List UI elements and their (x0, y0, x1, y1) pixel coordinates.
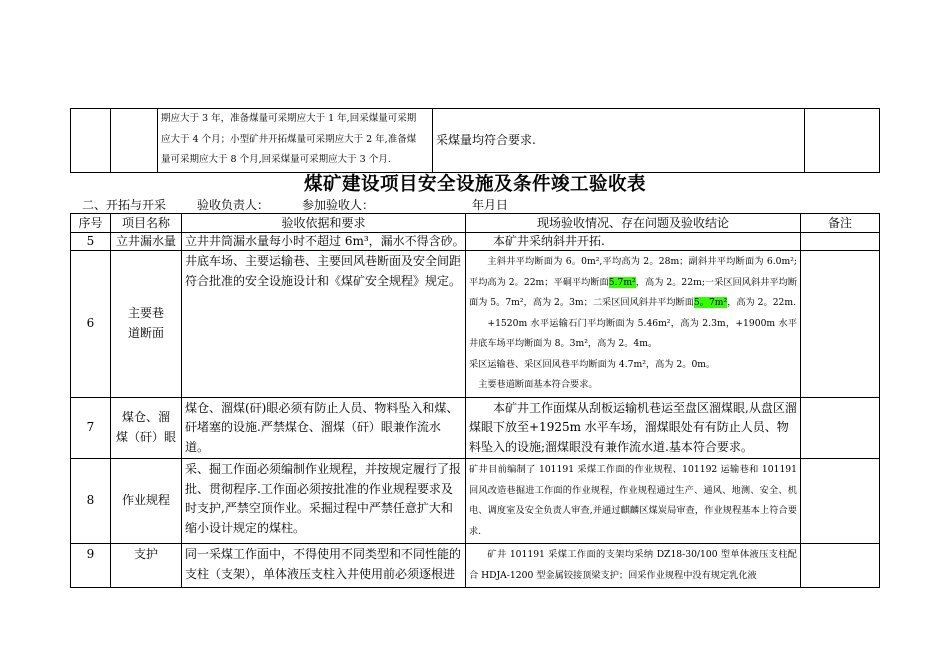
result-paragraph: +1520m 水平运输石门平均断面为 5.46m²，高为 2.3m，+1900m 水平井底车场平均断面为 8。3m²，高为 2。4m。 (469, 317, 797, 349)
row-result: 矿井 101191 采煤工作面的支架均采纳 DZ18-30/100 型单体液压支柱配合 HDJA-1200 型金属铰接顶梁支护；回采作业规程中没有规定乳化液 (466, 544, 801, 588)
row-remark (801, 544, 880, 588)
row-item (111, 251, 182, 398)
row-basis: 同一采煤工作面中，不得使用不同类型和不同性能的支柱（支架），单体液压支柱入井使用前必须逐根进 (182, 544, 466, 588)
row-no: 6 (71, 251, 111, 398)
page-title: 煤矿建设项目安全设施及条件竣工验收表 (303, 174, 646, 195)
item-line: 主要巷 (127, 306, 164, 321)
row-item: 作业规程 (111, 459, 182, 544)
header-remark: 备注 (801, 214, 880, 233)
cell-result (433, 109, 805, 173)
row-result: 本矿井工作面煤从刮板运输机巷运至盘区溜煤眼,从盘区溜煤眼下放至+1925m 水平车场，溜煤眼处有有防止人员、物料坠入的设施;溜煤眼没有兼作流水道.基本符合要求。 (466, 397, 801, 459)
acceptance-table (70, 213, 880, 588)
row-basis: 采、掘工作面必须编制作业规程，并按规定履行了报批、贯彻程序.工作面必须按批准的作业规程要求及时支护,严禁空顶作业。采掘过程中严禁任意扩大和缩小设计规定的煤柱。 (182, 459, 466, 544)
date-label: 年月日 (472, 198, 509, 212)
row-result: 本矿井采纳斜井开拓. (466, 233, 801, 251)
cell-item (111, 109, 158, 173)
header-no: 序号 (71, 214, 111, 233)
highlight: 5。7m² (693, 297, 728, 308)
row-basis: 煤仓、溜煤(矸)眼必须有防止人员、物料坠入和煤、矸堵塞的设施.严禁煤仓、溜煤（矸）眼兼作流水道。 (182, 397, 466, 459)
participants-label: 参加验收人： (302, 198, 375, 212)
requirement-line: 应大于 4 个月；小型矿井开拓煤量可采期应大于 2 年,准备煤 (161, 133, 417, 145)
responsible-label: 验收负责人： (197, 198, 270, 212)
continuation-row (71, 109, 880, 173)
row-no: 5 (71, 233, 111, 251)
item-line: 煤仓、溜 (121, 410, 170, 425)
row-no: 9 (71, 544, 111, 588)
item-line: 道断面 (127, 325, 164, 340)
table-row (71, 459, 880, 544)
result-paragraph: 主要巷道断面基本符合要求。 (478, 379, 598, 390)
row-basis: 井底车场、主要运输巷、主要回风巷断面及安全间距符合批准的安全设施设计和《煤矿安全规程》规定。 (182, 251, 466, 398)
continuation-table (70, 108, 880, 173)
cell-remark (805, 109, 880, 173)
requirement-line: 量可采期应大于 8 个月,回采煤量可采期应大于 3 个月. (161, 154, 391, 165)
row-item: 支护 (111, 544, 182, 588)
table-row (71, 233, 880, 251)
section-label: 二、开拓与开采 (82, 198, 167, 212)
row-remark (801, 397, 880, 459)
result-text: 采煤量均符合要求. (436, 132, 536, 147)
row-result: 矿井目前编制了 101191 采煤工作面的作业规程、101192 运输巷和 101191 回风改造巷掘进工作面的作业规程，作业规程通过生产、通风、地测、安全、机电、调度室及安全负责人审查,并通过麒麟区煤炭局审查，作业规程基本上符合要求. (466, 459, 801, 544)
row-remark (801, 459, 880, 544)
row-remark (801, 233, 880, 251)
highlight: 5.7m² (608, 276, 636, 288)
cell-requirement (158, 109, 433, 173)
row-remark (801, 251, 880, 398)
row-no: 7 (71, 397, 111, 459)
item-line: 煤（矸）眼 (115, 429, 176, 444)
header-item: 项目名称 (111, 214, 182, 233)
header-result: 现场验收情况、存在问题及验收结论 (466, 214, 801, 233)
row-basis: 立井井筒漏水量每小时不超过 6m³，漏水不得含砂。 (182, 233, 466, 251)
cell-no (71, 109, 111, 173)
row-item: 立井漏水量 (111, 233, 182, 251)
table-row (71, 397, 880, 459)
row-result (466, 251, 801, 398)
result-paragraph: 主斜井平均断面为 6。0m²,平均高为 2。28m；副斜井平均断面为 6.0m²;平均高为 2。22m；平硐平均断面5.7m²，高为 2。22m;一采区回风斜井平均断面为 5。7m²，高为 2。3m；二采区回风斜井平均断面5。7m²，高为 2。22m. (469, 256, 798, 308)
table-row (71, 544, 880, 588)
row-item (111, 397, 182, 459)
result-paragraph: 采区运输巷、采区回风巷平均断面为 4.7m²，高为 2。0m。 (469, 358, 716, 370)
table-row (71, 251, 880, 398)
header-basis: 验收依据和要求 (182, 214, 466, 233)
header-row (71, 214, 880, 233)
requirement-line: 期应大于 3 年，准备煤量可采期应大于 1 年,回采煤量可采期 (161, 113, 417, 124)
row-no: 8 (71, 459, 111, 544)
